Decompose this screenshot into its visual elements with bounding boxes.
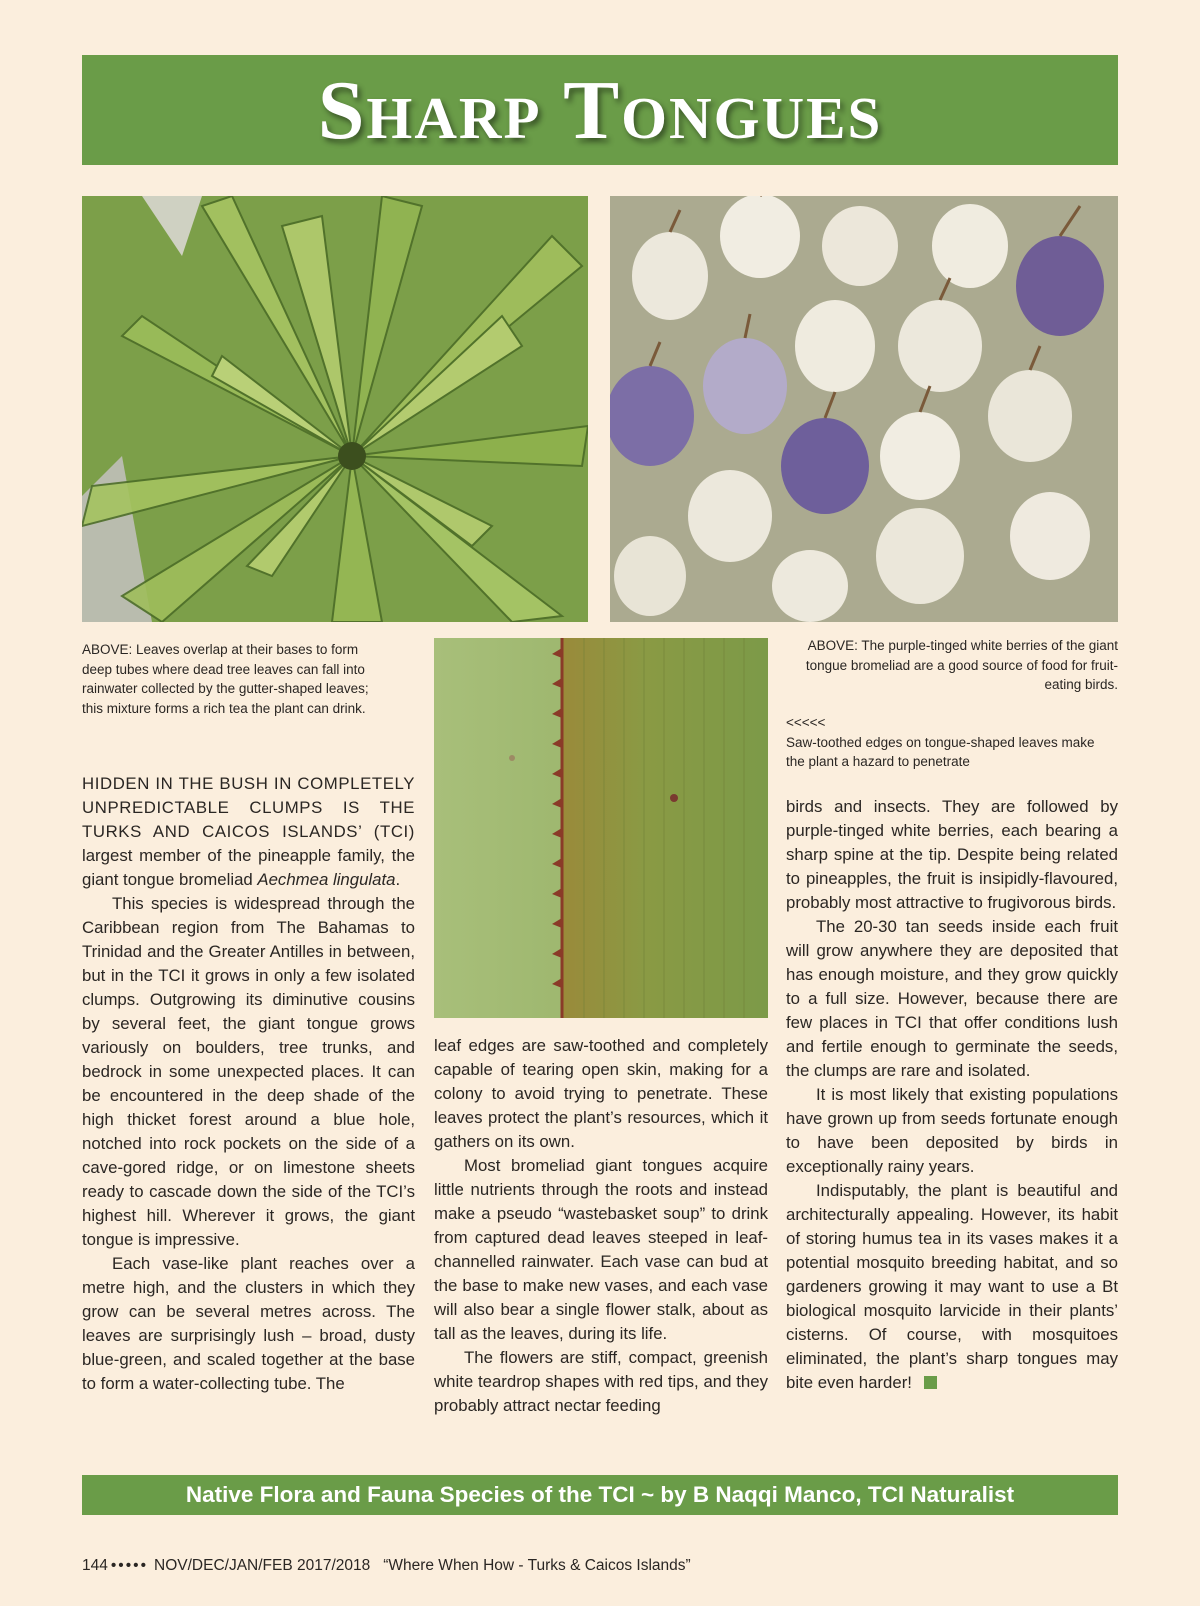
article-paragraph-6: The 20-30 tan seeds inside each fruit will grow anywhere they are deposited that has enough moisture, and they grow quickly to a full size. However, because there are few places in TCI that offer conditions lush and fertile enough to germinate the seeds, the clumps are rare and isolated. (786, 917, 1118, 1080)
series-banner (82, 1475, 1118, 1515)
article-paragraph-2: This species is widespread through the Caribbean region from The Bahamas to Trinidad and the Greater Antilles in between, but in the TCI it grows in only a few isolated clumps. Outgrowing its diminutive cousins by several feet, the giant tongue grows variously on boulders, tree trunks, and bedrock in some unexpected places. It can be encountered in the deep shade of the high thicket forest around a blue hole, notched into rock pockets on the side of a cave-gored ridge, or on limestone sheets ready to cascade down the side of the TCI’s highest hill. Wherever it grows, the giant tongue is impressive. (82, 894, 415, 1249)
middle-photo-caption (786, 713, 1096, 772)
article-paragraph-3-continued: leaf edges are saw-toothed and completely capable of tearing open skin, making for a colony to avoid trying to penetrate. These leaves protect the plant’s resources, which it gathers on its own. (434, 1036, 768, 1151)
article-paragraph-7: It is most likely that existing populations have grown up from seeds fortunate enough to have been deposited by birds in exceptionally rainy years. (786, 1085, 1118, 1176)
article-paragraph-8: Indisputably, the plant is beautiful and architecturally appealing. However, its habit of storing humus tea in its vases makes it a potential mosquito breeding habitat, and so gardeners growing it may want to use a Bt biological mosquito larvicide in their plants’ cisterns. Of course, with mosquitoes eliminated, the plant’s sharp tongues may bite even harder! (786, 1181, 1118, 1392)
arrow-indicator: <<<<< (786, 715, 826, 730)
article-lead: HIDDEN IN THE BUSH IN COMPLETELY UNPREDICTABLE CLUMPS IS THE TURKS AND CAICOS ISLANDS’ (TCI) (82, 774, 415, 841)
article-column-1 (82, 772, 415, 1396)
article-column-3 (786, 795, 1118, 1395)
article-paragraph-4: Most bromeliad giant tongues acquire little nutrients through the roots and instead make a pseudo “wastebasket soup” to drink from captured dead leaves steeped in leaf-channelled rainwater. Each vase can bud at the base to make new vases, and each vase will also bear a single flower stalk, about as tall as the leaves, during its life. (434, 1156, 768, 1343)
bromeliad-rosette-photo (82, 196, 588, 622)
page-number: 144 (82, 1557, 108, 1574)
right-photo-caption: ABOVE: The purple-tinged white berries of the giant tongue bromeliad are a good source of food for fruit-eating birds. (805, 638, 1118, 692)
publication-name: “Where When How - Turks & Caicos Islands” (383, 1557, 691, 1574)
page-folio (82, 1557, 691, 1575)
folio-dots: ••••• (110, 1557, 149, 1574)
left-photo-caption: ABOVE: Leaves overlap at their bases to form deep tubes where dead tree leaves can fall into rainwater collected by the gutter-shaped leaves; this mixture forms a rich tea the plant can drink. (82, 642, 369, 716)
species-name: Aechmea lingulata (257, 870, 396, 889)
page-title: Sharp Tongues (317, 63, 883, 157)
article-paragraph-5: The flowers are stiff, compact, greenish white teardrop shapes with red tips, and they probably attract nectar feeding (434, 1348, 768, 1415)
article-p1-text: largest member of the pineapple family, the giant tongue bromeliad (82, 846, 415, 889)
end-of-article-icon (924, 1376, 937, 1389)
series-banner-text: Native Flora and Fauna Species of the TCI ~ by B Naqqi Manco, TCI Naturalist (185, 1482, 1015, 1507)
title-banner (82, 55, 1118, 165)
issue-dates: NOV/DEC/JAN/FEB 2017/2018 (154, 1557, 371, 1574)
middle-caption-text: Saw-toothed edges on tongue-shaped leaves make the plant a hazard to penetrate (786, 734, 1095, 769)
article-paragraph-5-continued: birds and insects. They are followed by purple-tinged white berries, each bearing a sharp spine at the tip. Despite being related to pineapples, the fruit is insipidly-flavoured, probably most attractive to frugivorous birds. (786, 797, 1118, 912)
article-p1-end: . (395, 870, 401, 889)
article-paragraph-3: Each vase-like plant reaches over a metre high, and the clusters in which they grow can be several metres across. The leaves are surprisingly lush – broad, dusty blue-green, and scaled together at the base to form a water-collecting tube. The (82, 1254, 415, 1393)
berries-photo (610, 196, 1118, 622)
article-column-2 (434, 1034, 768, 1418)
leaf-edge-photo (434, 638, 768, 1018)
